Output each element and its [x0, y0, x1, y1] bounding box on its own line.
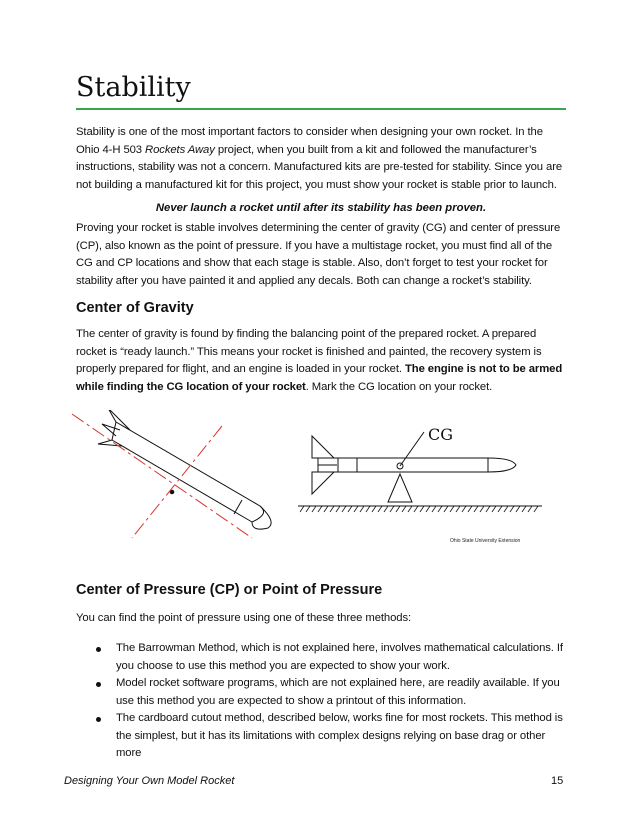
- ground-hatching: [300, 506, 538, 512]
- tilted-rocket-fin-bottom: [98, 440, 122, 446]
- list-item: [76, 675, 566, 710]
- balance-fulcrum: [388, 474, 412, 502]
- tilted-rocket-nose: [252, 506, 271, 529]
- cg-text-b: . Mark the CG location on your rocket.: [305, 380, 493, 393]
- cg-heading: Center of Gravity: [76, 300, 194, 316]
- intro-text-b: project, when you built from a kit and followed the manufacturer’s instructions, stability was not a concern. Manufactured kits are pre-tested for stability. Since you are not building a manufactured kit for this project, you must show your rocket is stable prior to launch.: [76, 143, 563, 191]
- intro-text-a: Stability is one of the most important factors to consider when designing your own rocket. In the Ohio 4-H 503: [76, 126, 543, 156]
- list-item-text: The cardboard cutout method, described below, works fine for most rockets. This method is the simplest, but it has its limitations with complex designs relying on base drag or other more: [116, 712, 563, 759]
- list-item-text: Model rocket software programs, which are not explained here, are readily available. If you use this method you are expected to show a printout of this information.: [116, 677, 560, 707]
- page-number: 15: [551, 775, 564, 787]
- balanced-rocket-diagram: [298, 432, 542, 506]
- tilted-rocket-diagram: [98, 410, 271, 529]
- cp-method-list: [76, 640, 566, 763]
- figure-credit: Ohio State University Extension: [450, 538, 521, 544]
- proving-paragraph: Proving your rocket is stable involves determining the center of gravity (CG) and center of pressure (CP), also known as the point of pressure. If you have a multistage rocket, you must find all of the CG and CP locations and show that each stage is stable. Also, don’t forget to test your rocket for stability after you have painted it and applied any decals. Both can change a rocket’s stability.: [76, 222, 561, 287]
- cp-heading: Center of Pressure (CP) or Point of Pressure: [76, 582, 383, 598]
- cp-intro: You can find the point of pressure using one of these three methods:: [76, 612, 412, 624]
- footer-document-title: Designing Your Own Model Rocket: [64, 775, 235, 787]
- balanced-rocket-fin-bottom: [312, 472, 334, 494]
- stability-warning: Never launch a rocket until after its stability has been proven.: [155, 202, 487, 214]
- balanced-rocket-fin-top: [312, 436, 334, 458]
- cg-leader-line: [400, 432, 424, 466]
- rocket-cg-figure: [72, 410, 542, 540]
- cg-text-a: The center of gravity is found by finding the balancing point of the prepared rocket. A prepared rocket is “ready launch.” This means your rocket is finished and painted, the recovery system is properly prepared for flight, and an engine is loaded in your rocket.: [76, 328, 542, 375]
- list-item: [76, 710, 566, 763]
- cg-paragraph: [76, 326, 566, 396]
- bullet-dot: [96, 682, 101, 687]
- page-title: Stability: [76, 72, 191, 103]
- intro-paragraph: [76, 124, 566, 194]
- bullet-dot: [96, 717, 101, 722]
- intro-project-name: Rockets Away: [145, 143, 215, 156]
- cg-text-bold: The engine is not to be armed while finding the CG location of your rocket: [76, 363, 563, 393]
- list-item-text: The Barrowman Method, which is not explained here, involves mathematical calculations. If you choose to use this method you are expected to show your work.: [116, 642, 563, 672]
- tilted-cg-dot: [170, 490, 174, 494]
- guide-line-axis: [72, 414, 252, 538]
- cg-label: CG: [428, 425, 454, 444]
- bullet-dot: [96, 647, 101, 652]
- title-underline: [76, 108, 566, 110]
- tilted-rocket-body: [112, 422, 264, 522]
- list-item: [76, 640, 566, 675]
- guide-line-balance: [132, 426, 222, 538]
- balanced-rocket-nose: [488, 458, 516, 472]
